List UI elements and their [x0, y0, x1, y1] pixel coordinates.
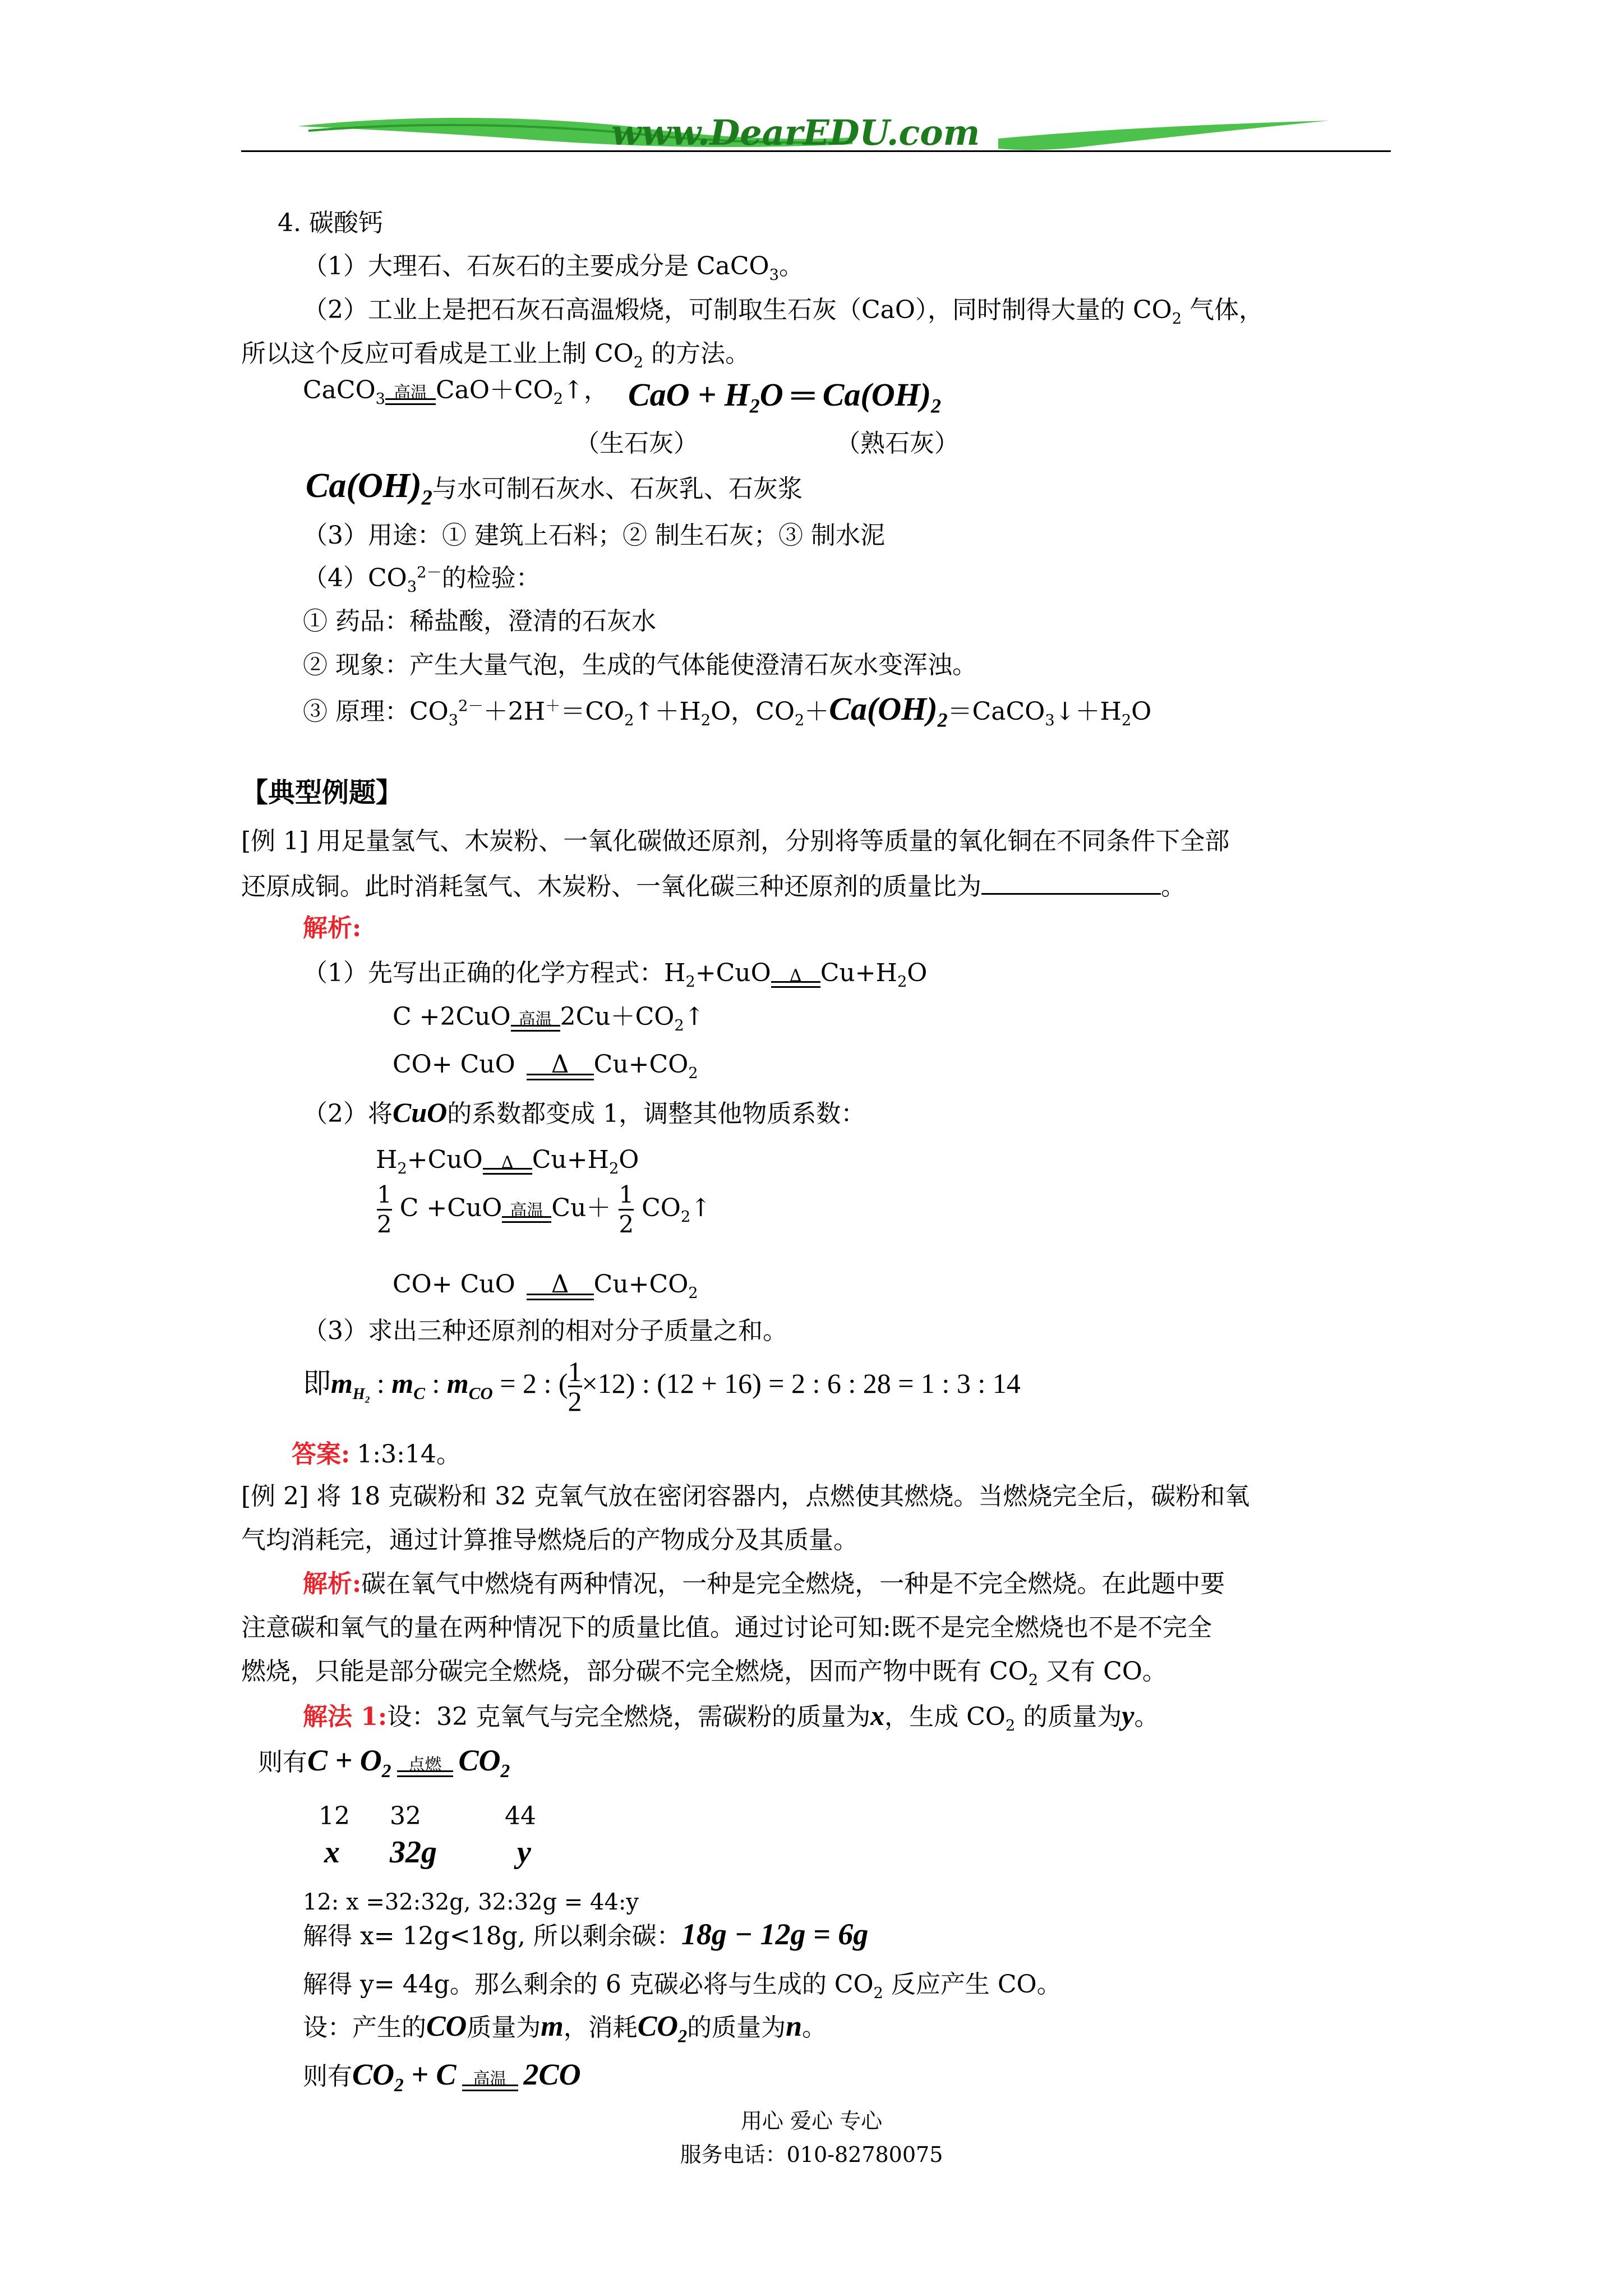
example-2-line-2: 气均消耗完，通过计算推导燃烧后的产物成分及其质量。: [241, 1526, 858, 1554]
header-rule: [241, 150, 1391, 152]
step-3: （3）求出三种还原剂的相对分子质量之和。: [303, 1317, 787, 1345]
equation-slaking: CaO + $H_2O$ ═ $Ca(OH)_2$: [628, 376, 942, 417]
example-2-analysis-3: 燃烧，只能是部分碳完全燃烧，部分碳不完全燃烧，因而产物中既有 $CO_2$ 又有 CO。: [241, 1657, 1167, 1689]
answer-line: 答案: 1:3:14。: [292, 1440, 461, 1469]
analysis-label: 解析:: [303, 914, 362, 942]
example-1-line-2: 还原成铜。此时消耗氢气、木炭粉、一氧化碳三种还原剂的质量比为 。: [241, 868, 1186, 903]
phenomenon-line: ② 现象：产生大量气泡，生成的气体能使澄清石灰水变浑浊。: [303, 651, 977, 679]
paragraph-1: （1）大理石、石灰石的主要成分是 CaCO$_3$。: [303, 252, 804, 284]
carbonate-test-title: $(4)CO_3^{2-}$的检验：: [303, 564, 541, 596]
paragraph-2: （2）工业上是把石灰石高温煅烧，可制取生石灰（CaO），同时制得大量的 $CO_2$ 气体，: [303, 296, 1264, 328]
example-2-analysis-2: 注意碳和氧气的量在两种情况下的质量比值。通过讨论可知:既不是完全燃烧也不是不完全: [241, 1613, 1212, 1642]
footer-slogan: 用心 爱心 专心: [740, 2109, 883, 2133]
step-2-co: CO+ CuO Δ $Cu+CO_2$: [393, 1270, 698, 1302]
section-title: 4. 碳酸钙: [278, 209, 383, 237]
ratio-equation: 即$m_{H_2}$ : $m_C$ : $m_{CO} = 2$ : ( $\frac{1}{2}$ ×12) : (12 + 16) = 2 : 6 : 28 = 1 : 3 : 14: [303, 1356, 1021, 1417]
step-2-h2: $H_2+CuO$ Δ $Cu+H_2O$: [376, 1145, 639, 1177]
step-2: （2）将CuO的系数都变成 1，调整其他物质系数：: [303, 1097, 866, 1128]
mass-12: 12: [319, 1802, 350, 1830]
example-2-analysis-1: 解析:碳在氧气中燃烧有两种情况，一种是完全燃烧，一种是不完全燃烧。在此题中要: [303, 1570, 1225, 1598]
lime-water-line: $Ca(OH)_2$与水可制石灰水、石灰乳、石灰浆: [306, 467, 803, 510]
co2-carbon-equation: 则有$CO_2 + C$ 高温 2CO: [303, 2058, 581, 2096]
var-y: y: [517, 1835, 531, 1870]
answer-blank: [981, 868, 1161, 895]
var-32g: 32g: [390, 1835, 437, 1870]
uses-line: （3）用途：① 建筑上石料；② 制生石灰；③ 制水泥: [303, 521, 885, 550]
label-quicklime: （生石灰）: [575, 429, 698, 458]
step-2-carbon: $\frac{1}{2}$ C +CuO 高温 Cu＋ $\frac{1}{2}$ $CO_2↑$: [377, 1181, 712, 1238]
footer-phone: 服务电话：010-82780075: [680, 2142, 943, 2167]
proportion-line: 12: x =32:32g, 32:32g = 44:y: [303, 1889, 639, 1915]
combustion-equation: 则有$C + O_2$ 点燃 $CO_2$: [258, 1743, 510, 1782]
example-1-line-1: [例 1] 用足量氢气、木炭粉、一氧化碳做还原剂，分别将等质量的氧化铜在不同条件下全部: [241, 827, 1230, 855]
reagents-line: ① 药品：稀盐酸，澄清的石灰水: [303, 607, 656, 636]
paragraph-2-cont: 所以这个反应可看成是工业上制 $CO_2$ 的方法。: [241, 339, 750, 371]
solve-y-line: 解得 y= 44g。那么剩余的 6 克碳必将与生成的 $CO_2$ 反应产生 CO。: [303, 1970, 1062, 2002]
header-logo-text: www.DearEDU.com: [611, 112, 980, 153]
set-variables-line: 设：产生的CO质量为m，消耗$CO_2$的质量为n。: [303, 2010, 827, 2046]
principle-line: ③ 原理：$CO_3^{2-}+2H^+=CO_2↑+H_2O$，$CO_2+Ca(OH)_2=CaCO_3↓+H_2O$: [303, 691, 1152, 731]
label-slakedlime: （熟石灰）: [836, 429, 959, 458]
solve-x-line: 解得 x= 12g<18g, 所以剩余碳：18g − 12g = 6g: [303, 1917, 869, 1951]
step-1: （1）先写出正确的化学方程式：$H_2+CuO$ Δ $Cu+H_2O$: [303, 959, 928, 991]
mass-32: 32: [390, 1802, 421, 1830]
mass-44: 44: [505, 1802, 536, 1830]
equation-calcination: CaCO$_3$ 高温 $CaO+CO_2↑$，: [303, 376, 608, 408]
example-2-line-1: [例 2] 将 18 克碳粉和 32 克氧气放在密闭容器内，点燃使其燃烧。当燃烧完全后，碳粉和氧: [241, 1482, 1250, 1511]
equation-co-reduction: CO+ CuO Δ $Cu+CO_2$: [393, 1050, 698, 1082]
examples-heading: 【典型例题】: [241, 777, 403, 808]
var-x: x: [324, 1835, 340, 1870]
equation-carbon-reduction: C +2CuO 高温 $2Cu+CO_2↑$: [393, 1002, 705, 1034]
method-1-line: 解法 1:设：32 克氧气与完全燃烧，需碳粉的质量为x，生成 $CO_2$ 的质量为y。: [303, 1700, 1159, 1734]
